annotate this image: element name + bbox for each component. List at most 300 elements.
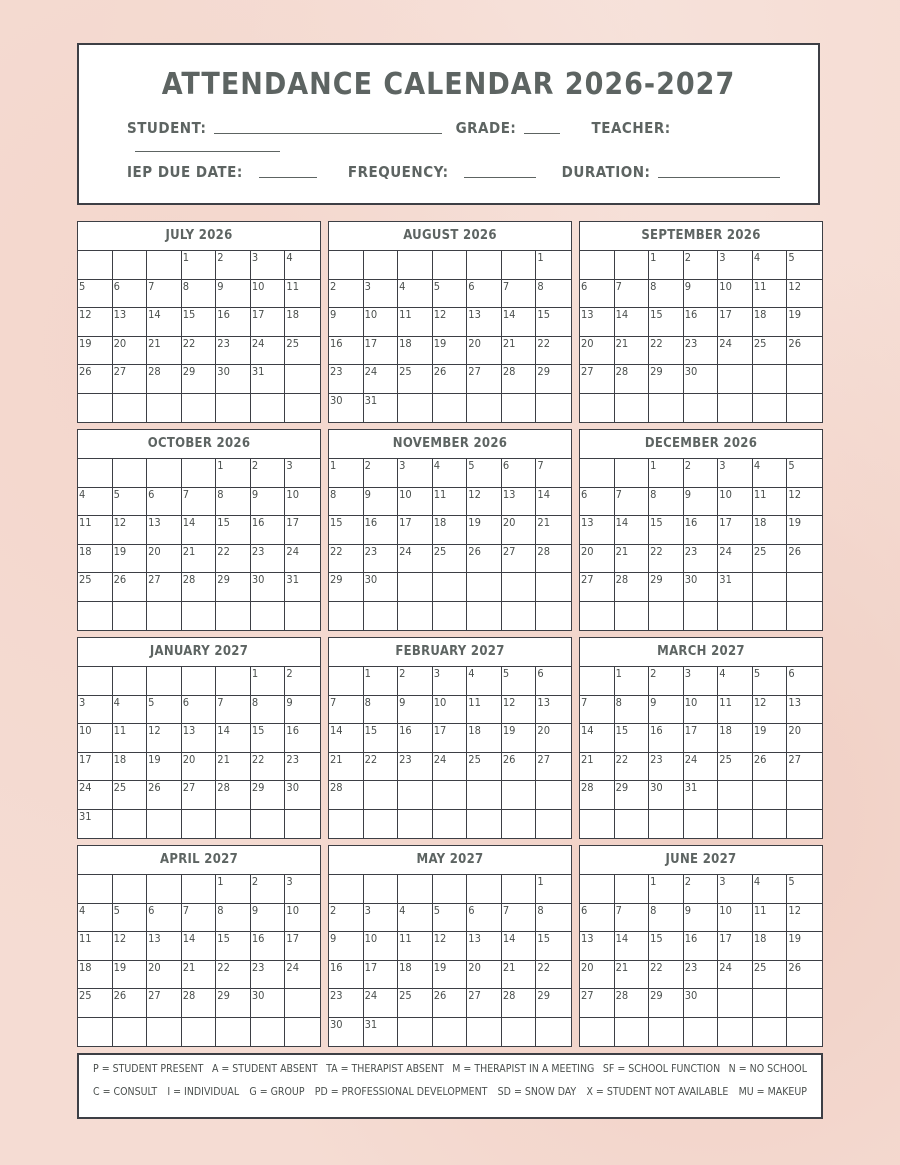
day-cell[interactable]: 27 xyxy=(502,545,537,574)
day-cell[interactable]: 7 xyxy=(615,280,650,309)
day-cell[interactable]: 3 xyxy=(364,280,399,309)
day-cell[interactable]: 21 xyxy=(615,337,650,366)
day-cell[interactable] xyxy=(147,875,182,904)
day-cell[interactable]: 2 xyxy=(684,459,719,488)
day-cell[interactable] xyxy=(649,394,684,423)
day-cell[interactable]: 19 xyxy=(433,337,468,366)
day-cell[interactable]: 27 xyxy=(147,573,182,602)
day-cell[interactable]: 24 xyxy=(285,545,320,574)
day-cell[interactable] xyxy=(285,989,320,1018)
day-cell[interactable]: 22 xyxy=(615,753,650,782)
day-cell[interactable]: 4 xyxy=(78,904,113,933)
day-cell[interactable] xyxy=(329,810,364,839)
day-cell[interactable]: 29 xyxy=(649,365,684,394)
day-cell[interactable]: 11 xyxy=(78,932,113,961)
day-cell[interactable]: 22 xyxy=(216,545,251,574)
day-cell[interactable]: 18 xyxy=(467,724,502,753)
day-cell[interactable] xyxy=(787,394,822,423)
day-cell[interactable] xyxy=(433,251,468,280)
day-cell[interactable] xyxy=(502,573,537,602)
day-cell[interactable] xyxy=(329,602,364,631)
day-cell[interactable] xyxy=(787,1018,822,1047)
day-cell[interactable]: 11 xyxy=(753,280,788,309)
day-cell[interactable]: 7 xyxy=(216,696,251,725)
day-cell[interactable] xyxy=(113,875,148,904)
day-cell[interactable]: 6 xyxy=(467,280,502,309)
day-cell[interactable]: 20 xyxy=(536,724,571,753)
day-cell[interactable]: 23 xyxy=(251,961,286,990)
day-cell[interactable]: 13 xyxy=(536,696,571,725)
day-cell[interactable]: 5 xyxy=(113,488,148,517)
day-cell[interactable]: 19 xyxy=(787,308,822,337)
day-cell[interactable]: 11 xyxy=(398,308,433,337)
day-cell[interactable]: 14 xyxy=(615,932,650,961)
day-cell[interactable]: 21 xyxy=(182,545,217,574)
day-cell[interactable]: 2 xyxy=(285,667,320,696)
day-cell[interactable] xyxy=(502,1018,537,1047)
day-cell[interactable]: 15 xyxy=(536,308,571,337)
day-cell[interactable]: 31 xyxy=(251,365,286,394)
student-field[interactable] xyxy=(214,119,442,134)
day-cell[interactable]: 27 xyxy=(182,781,217,810)
day-cell[interactable] xyxy=(615,459,650,488)
day-cell[interactable] xyxy=(467,875,502,904)
day-cell[interactable] xyxy=(182,667,217,696)
day-cell[interactable] xyxy=(536,1018,571,1047)
day-cell[interactable]: 28 xyxy=(536,545,571,574)
day-cell[interactable]: 9 xyxy=(285,696,320,725)
day-cell[interactable]: 17 xyxy=(285,516,320,545)
day-cell[interactable]: 27 xyxy=(580,989,615,1018)
day-cell[interactable]: 2 xyxy=(684,875,719,904)
day-cell[interactable]: 13 xyxy=(147,932,182,961)
day-cell[interactable] xyxy=(147,394,182,423)
day-cell[interactable]: 4 xyxy=(398,280,433,309)
day-cell[interactable]: 18 xyxy=(718,724,753,753)
day-cell[interactable]: 29 xyxy=(182,365,217,394)
day-cell[interactable]: 14 xyxy=(147,308,182,337)
day-cell[interactable]: 4 xyxy=(467,667,502,696)
day-cell[interactable]: 11 xyxy=(433,488,468,517)
day-cell[interactable]: 10 xyxy=(718,904,753,933)
day-cell[interactable] xyxy=(78,1018,113,1047)
day-cell[interactable]: 15 xyxy=(329,516,364,545)
day-cell[interactable]: 23 xyxy=(649,753,684,782)
day-cell[interactable]: 9 xyxy=(251,488,286,517)
day-cell[interactable] xyxy=(251,1018,286,1047)
day-cell[interactable]: 16 xyxy=(398,724,433,753)
day-cell[interactable] xyxy=(615,251,650,280)
day-cell[interactable]: 5 xyxy=(787,459,822,488)
day-cell[interactable]: 16 xyxy=(684,308,719,337)
day-cell[interactable]: 7 xyxy=(580,696,615,725)
day-cell[interactable] xyxy=(580,810,615,839)
day-cell[interactable]: 16 xyxy=(684,932,719,961)
day-cell[interactable]: 2 xyxy=(251,459,286,488)
day-cell[interactable] xyxy=(467,781,502,810)
day-cell[interactable]: 6 xyxy=(113,280,148,309)
day-cell[interactable]: 13 xyxy=(467,308,502,337)
day-cell[interactable]: 29 xyxy=(649,573,684,602)
day-cell[interactable]: 28 xyxy=(502,365,537,394)
day-cell[interactable]: 12 xyxy=(147,724,182,753)
day-cell[interactable]: 3 xyxy=(285,459,320,488)
day-cell[interactable] xyxy=(398,573,433,602)
day-cell[interactable]: 5 xyxy=(433,280,468,309)
day-cell[interactable] xyxy=(398,251,433,280)
day-cell[interactable]: 25 xyxy=(753,961,788,990)
day-cell[interactable]: 29 xyxy=(649,989,684,1018)
day-cell[interactable]: 29 xyxy=(329,573,364,602)
day-cell[interactable]: 6 xyxy=(147,904,182,933)
day-cell[interactable]: 21 xyxy=(329,753,364,782)
day-cell[interactable]: 6 xyxy=(147,488,182,517)
day-cell[interactable]: 24 xyxy=(398,545,433,574)
day-cell[interactable]: 25 xyxy=(398,989,433,1018)
day-cell[interactable] xyxy=(753,1018,788,1047)
day-cell[interactable]: 11 xyxy=(718,696,753,725)
day-cell[interactable] xyxy=(147,667,182,696)
day-cell[interactable] xyxy=(753,989,788,1018)
day-cell[interactable]: 23 xyxy=(329,989,364,1018)
day-cell[interactable] xyxy=(502,875,537,904)
day-cell[interactable]: 2 xyxy=(684,251,719,280)
day-cell[interactable]: 24 xyxy=(718,337,753,366)
day-cell[interactable]: 9 xyxy=(684,280,719,309)
day-cell[interactable] xyxy=(433,781,468,810)
day-cell[interactable] xyxy=(615,394,650,423)
day-cell[interactable]: 27 xyxy=(147,989,182,1018)
day-cell[interactable]: 12 xyxy=(787,280,822,309)
day-cell[interactable] xyxy=(787,989,822,1018)
day-cell[interactable]: 25 xyxy=(78,989,113,1018)
day-cell[interactable]: 19 xyxy=(113,545,148,574)
day-cell[interactable]: 1 xyxy=(615,667,650,696)
day-cell[interactable]: 9 xyxy=(251,904,286,933)
day-cell[interactable] xyxy=(502,251,537,280)
day-cell[interactable]: 20 xyxy=(502,516,537,545)
day-cell[interactable] xyxy=(285,394,320,423)
day-cell[interactable]: 24 xyxy=(433,753,468,782)
day-cell[interactable]: 4 xyxy=(398,904,433,933)
day-cell[interactable]: 25 xyxy=(467,753,502,782)
day-cell[interactable]: 9 xyxy=(684,488,719,517)
day-cell[interactable]: 27 xyxy=(467,365,502,394)
day-cell[interactable]: 16 xyxy=(251,516,286,545)
day-cell[interactable] xyxy=(216,1018,251,1047)
day-cell[interactable]: 22 xyxy=(649,961,684,990)
day-cell[interactable]: 22 xyxy=(536,337,571,366)
day-cell[interactable] xyxy=(216,667,251,696)
day-cell[interactable] xyxy=(78,602,113,631)
day-cell[interactable] xyxy=(216,810,251,839)
day-cell[interactable]: 28 xyxy=(615,989,650,1018)
day-cell[interactable] xyxy=(113,459,148,488)
day-cell[interactable]: 12 xyxy=(787,904,822,933)
day-cell[interactable] xyxy=(467,573,502,602)
day-cell[interactable]: 26 xyxy=(787,545,822,574)
day-cell[interactable]: 14 xyxy=(216,724,251,753)
day-cell[interactable] xyxy=(433,1018,468,1047)
day-cell[interactable]: 4 xyxy=(433,459,468,488)
day-cell[interactable] xyxy=(615,810,650,839)
day-cell[interactable]: 24 xyxy=(718,961,753,990)
day-cell[interactable]: 24 xyxy=(78,781,113,810)
day-cell[interactable]: 30 xyxy=(329,1018,364,1047)
day-cell[interactable]: 23 xyxy=(329,365,364,394)
day-cell[interactable]: 18 xyxy=(753,932,788,961)
day-cell[interactable] xyxy=(787,602,822,631)
day-cell[interactable]: 9 xyxy=(329,932,364,961)
day-cell[interactable]: 5 xyxy=(787,251,822,280)
iep-due-date-field[interactable] xyxy=(259,163,317,178)
day-cell[interactable]: 16 xyxy=(329,337,364,366)
day-cell[interactable] xyxy=(536,781,571,810)
day-cell[interactable]: 18 xyxy=(753,516,788,545)
day-cell[interactable]: 12 xyxy=(113,516,148,545)
day-cell[interactable] xyxy=(113,394,148,423)
day-cell[interactable]: 2 xyxy=(251,875,286,904)
day-cell[interactable]: 28 xyxy=(182,573,217,602)
day-cell[interactable] xyxy=(467,602,502,631)
day-cell[interactable]: 1 xyxy=(536,875,571,904)
frequency-field[interactable] xyxy=(464,163,536,178)
day-cell[interactable]: 1 xyxy=(536,251,571,280)
day-cell[interactable]: 26 xyxy=(433,365,468,394)
day-cell[interactable]: 7 xyxy=(502,904,537,933)
day-cell[interactable]: 11 xyxy=(753,904,788,933)
day-cell[interactable] xyxy=(718,989,753,1018)
day-cell[interactable]: 31 xyxy=(364,1018,399,1047)
day-cell[interactable] xyxy=(113,667,148,696)
day-cell[interactable]: 3 xyxy=(684,667,719,696)
day-cell[interactable]: 8 xyxy=(251,696,286,725)
day-cell[interactable]: 15 xyxy=(649,516,684,545)
day-cell[interactable]: 21 xyxy=(502,337,537,366)
day-cell[interactable] xyxy=(753,810,788,839)
day-cell[interactable]: 30 xyxy=(364,573,399,602)
day-cell[interactable] xyxy=(216,394,251,423)
day-cell[interactable] xyxy=(684,394,719,423)
day-cell[interactable] xyxy=(753,365,788,394)
day-cell[interactable]: 3 xyxy=(78,696,113,725)
day-cell[interactable]: 31 xyxy=(364,394,399,423)
day-cell[interactable] xyxy=(364,875,399,904)
day-cell[interactable]: 4 xyxy=(718,667,753,696)
day-cell[interactable]: 26 xyxy=(787,337,822,366)
day-cell[interactable] xyxy=(684,1018,719,1047)
day-cell[interactable]: 25 xyxy=(285,337,320,366)
day-cell[interactable] xyxy=(113,810,148,839)
day-cell[interactable] xyxy=(580,251,615,280)
day-cell[interactable]: 6 xyxy=(580,904,615,933)
day-cell[interactable]: 29 xyxy=(615,781,650,810)
day-cell[interactable]: 22 xyxy=(364,753,399,782)
day-cell[interactable]: 30 xyxy=(329,394,364,423)
day-cell[interactable]: 2 xyxy=(364,459,399,488)
day-cell[interactable]: 30 xyxy=(285,781,320,810)
day-cell[interactable] xyxy=(251,602,286,631)
day-cell[interactable]: 30 xyxy=(684,365,719,394)
day-cell[interactable] xyxy=(251,394,286,423)
day-cell[interactable]: 27 xyxy=(787,753,822,782)
day-cell[interactable]: 8 xyxy=(216,488,251,517)
day-cell[interactable]: 25 xyxy=(78,573,113,602)
grade-field[interactable] xyxy=(524,119,560,134)
day-cell[interactable] xyxy=(285,365,320,394)
day-cell[interactable]: 19 xyxy=(113,961,148,990)
day-cell[interactable]: 27 xyxy=(467,989,502,1018)
day-cell[interactable]: 29 xyxy=(536,989,571,1018)
day-cell[interactable]: 13 xyxy=(502,488,537,517)
day-cell[interactable]: 18 xyxy=(433,516,468,545)
day-cell[interactable]: 19 xyxy=(753,724,788,753)
day-cell[interactable] xyxy=(364,602,399,631)
day-cell[interactable]: 5 xyxy=(467,459,502,488)
day-cell[interactable] xyxy=(615,602,650,631)
day-cell[interactable]: 22 xyxy=(649,337,684,366)
day-cell[interactable]: 13 xyxy=(467,932,502,961)
day-cell[interactable]: 5 xyxy=(433,904,468,933)
day-cell[interactable]: 22 xyxy=(649,545,684,574)
day-cell[interactable]: 15 xyxy=(216,516,251,545)
day-cell[interactable] xyxy=(649,810,684,839)
day-cell[interactable]: 3 xyxy=(364,904,399,933)
day-cell[interactable]: 7 xyxy=(182,488,217,517)
day-cell[interactable]: 18 xyxy=(753,308,788,337)
day-cell[interactable] xyxy=(398,810,433,839)
day-cell[interactable] xyxy=(753,573,788,602)
day-cell[interactable]: 21 xyxy=(580,753,615,782)
day-cell[interactable] xyxy=(718,394,753,423)
day-cell[interactable] xyxy=(684,602,719,631)
day-cell[interactable] xyxy=(147,810,182,839)
day-cell[interactable] xyxy=(364,810,399,839)
day-cell[interactable] xyxy=(580,602,615,631)
day-cell[interactable] xyxy=(718,365,753,394)
day-cell[interactable]: 21 xyxy=(182,961,217,990)
day-cell[interactable]: 24 xyxy=(364,365,399,394)
day-cell[interactable]: 6 xyxy=(182,696,217,725)
day-cell[interactable]: 14 xyxy=(502,932,537,961)
day-cell[interactable] xyxy=(502,781,537,810)
day-cell[interactable]: 7 xyxy=(502,280,537,309)
day-cell[interactable]: 26 xyxy=(78,365,113,394)
day-cell[interactable]: 2 xyxy=(216,251,251,280)
day-cell[interactable] xyxy=(753,781,788,810)
day-cell[interactable] xyxy=(182,459,217,488)
day-cell[interactable]: 7 xyxy=(147,280,182,309)
day-cell[interactable]: 11 xyxy=(78,516,113,545)
day-cell[interactable] xyxy=(649,602,684,631)
day-cell[interactable]: 14 xyxy=(329,724,364,753)
day-cell[interactable]: 10 xyxy=(285,488,320,517)
day-cell[interactable] xyxy=(147,251,182,280)
day-cell[interactable]: 26 xyxy=(787,961,822,990)
day-cell[interactable]: 15 xyxy=(536,932,571,961)
day-cell[interactable] xyxy=(78,459,113,488)
day-cell[interactable]: 30 xyxy=(649,781,684,810)
day-cell[interactable] xyxy=(753,602,788,631)
day-cell[interactable]: 12 xyxy=(753,696,788,725)
day-cell[interactable] xyxy=(251,810,286,839)
day-cell[interactable]: 20 xyxy=(787,724,822,753)
day-cell[interactable]: 8 xyxy=(329,488,364,517)
day-cell[interactable]: 26 xyxy=(433,989,468,1018)
day-cell[interactable]: 10 xyxy=(718,280,753,309)
day-cell[interactable] xyxy=(718,781,753,810)
day-cell[interactable]: 3 xyxy=(398,459,433,488)
day-cell[interactable]: 14 xyxy=(580,724,615,753)
day-cell[interactable]: 2 xyxy=(329,280,364,309)
day-cell[interactable] xyxy=(467,1018,502,1047)
day-cell[interactable]: 26 xyxy=(113,573,148,602)
day-cell[interactable]: 16 xyxy=(364,516,399,545)
day-cell[interactable] xyxy=(113,602,148,631)
day-cell[interactable] xyxy=(615,875,650,904)
day-cell[interactable]: 8 xyxy=(364,696,399,725)
day-cell[interactable]: 24 xyxy=(718,545,753,574)
day-cell[interactable] xyxy=(182,394,217,423)
day-cell[interactable] xyxy=(78,875,113,904)
day-cell[interactable] xyxy=(615,1018,650,1047)
day-cell[interactable] xyxy=(580,875,615,904)
day-cell[interactable]: 21 xyxy=(615,545,650,574)
day-cell[interactable]: 20 xyxy=(147,961,182,990)
day-cell[interactable]: 20 xyxy=(467,337,502,366)
day-cell[interactable]: 10 xyxy=(364,308,399,337)
day-cell[interactable]: 4 xyxy=(753,875,788,904)
day-cell[interactable]: 10 xyxy=(251,280,286,309)
day-cell[interactable]: 28 xyxy=(502,989,537,1018)
day-cell[interactable]: 25 xyxy=(753,337,788,366)
day-cell[interactable]: 27 xyxy=(536,753,571,782)
day-cell[interactable]: 8 xyxy=(649,488,684,517)
day-cell[interactable]: 2 xyxy=(649,667,684,696)
day-cell[interactable]: 1 xyxy=(216,459,251,488)
day-cell[interactable]: 16 xyxy=(329,961,364,990)
day-cell[interactable]: 19 xyxy=(433,961,468,990)
day-cell[interactable]: 14 xyxy=(615,308,650,337)
day-cell[interactable]: 22 xyxy=(536,961,571,990)
day-cell[interactable]: 1 xyxy=(649,459,684,488)
day-cell[interactable]: 15 xyxy=(649,932,684,961)
day-cell[interactable] xyxy=(787,781,822,810)
day-cell[interactable]: 8 xyxy=(536,280,571,309)
day-cell[interactable]: 14 xyxy=(536,488,571,517)
day-cell[interactable]: 6 xyxy=(580,280,615,309)
day-cell[interactable]: 4 xyxy=(285,251,320,280)
day-cell[interactable]: 17 xyxy=(285,932,320,961)
day-cell[interactable]: 7 xyxy=(536,459,571,488)
day-cell[interactable]: 10 xyxy=(78,724,113,753)
day-cell[interactable]: 17 xyxy=(718,516,753,545)
day-cell[interactable]: 19 xyxy=(787,932,822,961)
day-cell[interactable]: 26 xyxy=(113,989,148,1018)
day-cell[interactable]: 4 xyxy=(113,696,148,725)
day-cell[interactable] xyxy=(329,875,364,904)
day-cell[interactable]: 7 xyxy=(329,696,364,725)
day-cell[interactable]: 18 xyxy=(113,753,148,782)
day-cell[interactable]: 9 xyxy=(216,280,251,309)
day-cell[interactable] xyxy=(398,781,433,810)
day-cell[interactable]: 24 xyxy=(364,989,399,1018)
day-cell[interactable] xyxy=(536,394,571,423)
day-cell[interactable]: 11 xyxy=(398,932,433,961)
day-cell[interactable]: 30 xyxy=(684,989,719,1018)
day-cell[interactable]: 6 xyxy=(467,904,502,933)
day-cell[interactable]: 15 xyxy=(364,724,399,753)
